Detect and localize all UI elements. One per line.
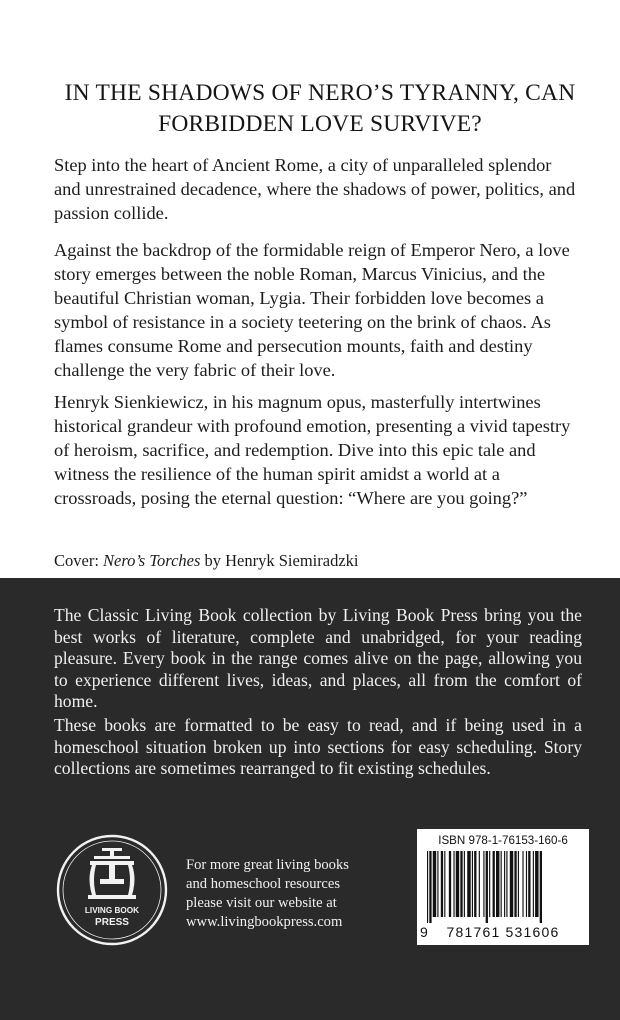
promo-website: www.livingbookpress.com [186,914,343,930]
barcode-bar [504,851,505,917]
cover-credit-title: Nero’s Torches [103,551,201,570]
barcode-bar [496,851,499,917]
barcode-bar [528,851,530,917]
cover-credit-suffix: by Henryk Siemiradzki [200,551,359,570]
barcode-bar [486,851,488,923]
cover-credit [54,551,358,571]
barcode-bar [453,851,454,917]
back-cover-lower [0,578,620,1020]
barcode-bar [479,851,480,917]
barcode-bar [437,851,438,917]
barcode-bar [526,851,527,917]
isbn-label: ISBN 978-1-76153-160-6 [438,834,568,847]
logo-text-line1: LIVING BOOK [84,906,140,915]
barcode-bar [441,851,443,917]
barcode-bar [460,851,462,917]
publisher-paragraph-2: These books are formatted to be easy to read, and if being used in a homeschool situation broken up into sections for easy scheduling. Story collections are sometimes rearranged to fit existing schedules. [54,715,582,778]
barcode-bar [472,851,473,917]
synopsis-paragraph-2: Against the backdrop of the formidable reign of Emperor Nero, a love story emerges between the noble Roman, Marcus Vinicius, and the beautiful Christian woman, Lygia. Their forbidden love becomes a symbol of resistance in a society teetering on the brink of chaos. As flames consume Rome and persecution mounts, faith and destiny challenge the very fabric of their love. [54,240,570,380]
barcode-bar [444,851,445,917]
promo-line-3: please visit our website at [186,895,337,911]
barcode-bar [493,851,495,917]
barcode-bar [467,851,470,917]
living-book-press-logo [56,834,168,946]
barcode-bar [540,851,542,923]
barcode-bar [522,851,523,917]
logo-text-line2: PRESS [95,917,129,928]
promo-line-2: and homeschool resources [186,876,340,892]
barcode-bar [518,851,519,917]
barcode-bar [535,851,538,917]
barcode-lead-digit: 9 [420,924,428,940]
cover-credit-prefix: Cover: [54,551,104,570]
barcode-bar [506,851,507,917]
publisher-paragraph-1: The Classic Living Book collection by Living Book Press bring you the best works of literature, complete and unabridged, for your reading pleasure. Every book in the range comes alive on the page, allowing you to experience different lives, ideas, and places, all from the comfort of home. [54,605,582,711]
website-promo [186,856,386,932]
barcode-bar [533,851,534,917]
barcode-bar [429,851,431,923]
promo-line-1: For more great living books [186,857,349,873]
barcode-bar [427,851,428,923]
isbn-barcode [417,829,589,945]
barcode-bar [449,851,451,917]
barcode-bar [456,851,459,917]
synopsis-paragraph-3: Henryk Sienkiewicz, in his magnum opus, masterfully intertwines historical grandeur with profound emotion, presenting a vivid tapestry of heroism, sacrifice, and redemption. Dive into this epic tale and witness the resilience of the human spirit amidst a world at a crossroads, posing the eternal question: “Where are you going?” [54,392,571,508]
barcode-bar [501,851,502,917]
barcode-bar [514,851,516,917]
barcode-bar [489,851,490,917]
barcode-bar [474,851,476,917]
barcode-digits: 781761 531606 [446,924,560,940]
barcode-bar [510,851,513,917]
barcode-bars [425,851,581,923]
barcode-bar [464,851,465,917]
barcode-bar [483,851,484,917]
barcode-bar [433,851,436,917]
synopsis-paragraph-1: Step into the heart of Ancient Rome, a city of unparalleled splendor and unrestrained decadence, where the shadows of power, politics, and passion collide. [54,155,576,223]
headline: IN THE SHADOWS OF NERO’S TYRANNY, CAN FORBIDDEN LOVE SURVIVE? [64,80,576,137]
